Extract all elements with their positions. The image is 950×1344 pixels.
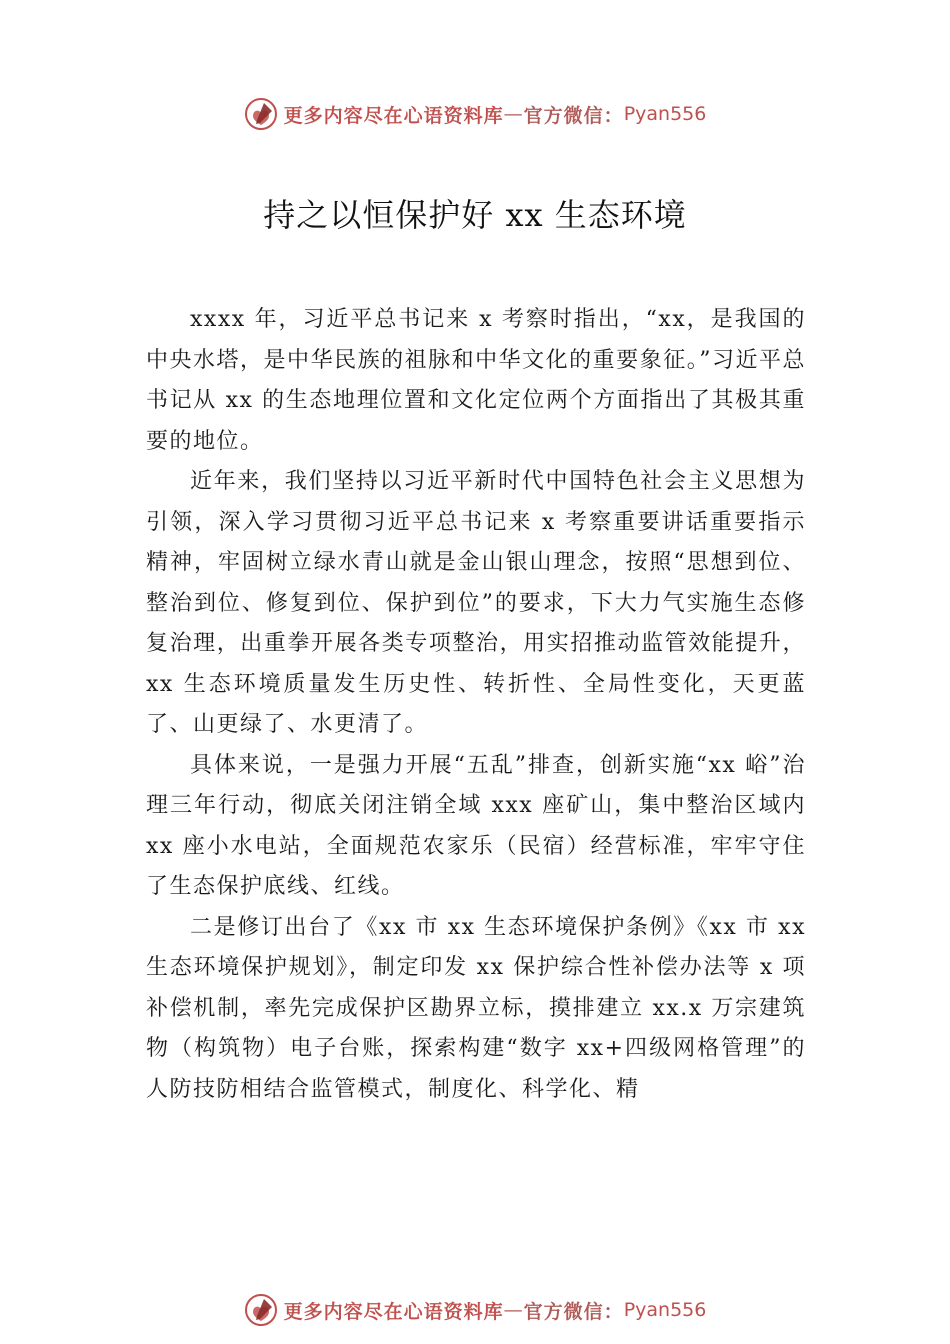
paragraph: xxxx 年，习近平总书记来 x 考察时指出，“xx，是我国的中央水塔，是中华民族的祖脉和中华文化的重要象征。”习近平总书记从 xx 的生态地理位置和文化定位两个方面指出了其极其重要的地位。 [146,307,806,454]
banner-wechat-id: Pyan556 [623,1299,707,1321]
banner-separator: — [503,1299,524,1321]
paragraph: 二是修订出台了《xx 市 xx 生态环境保护条例》《xx 市 xx 生态环境保护规划》，制定印发 xx 保护综合性补偿办法等 x 项补偿机制，率先完成保护区勘界立标，摸排建立 xx.x 万宗建筑物（构筑物）电子台账，探索构建“数字 xx+四级网格管理”的人防技防相结合监管模式，制度化、科学化、精 [146,914,806,1102]
banner-separator: — [503,103,524,125]
header-banner [0,94,950,134]
banner-wechat-label: 官方微信： [523,104,624,127]
paragraph: 具体来说，一是强力开展“五乱”排查，创新实施“xx 峪”治理三年行动，彻底关闭注销全域 xxx 座矿山，集中整治区域内 xx 座小水电站，全面规范农家乐（民宿）经营标准，牢牢守住了生态保护底线、红线。 [146,752,806,899]
document-body [146,300,806,1110]
paragraph: 近年来，我们坚持以习近平新时代中国特色社会主义思想为引领，深入学习贯彻习近平总书记来 x 考察重要讲话重要指示精神，牢固树立绿水青山就是金山银山理念，按照“思想到位、整治到位、修复到位、保护到位”的要求，下大力气实施生态修复治理，出重拳开展各类专项整治，用实招推动监管效能提升，xx 生态环境质量发生历史性、转折性、全局性变化，天更蓝了、山更绿了、水更清了。 [146,469,806,737]
pen-heart-logo-icon [244,1293,278,1327]
banner-wechat-label: 官方微信： [523,1300,624,1323]
banner-brand-text: 更多内容尽在心语资料库 [283,1300,504,1323]
footer-banner [0,1290,950,1330]
document-title: 持之以恒保护好 xx 生态环境 [263,196,687,234]
banner-brand-text: 更多内容尽在心语资料库 [283,104,504,127]
pen-heart-logo-icon [244,97,278,131]
banner-wechat-id: Pyan556 [623,103,707,125]
